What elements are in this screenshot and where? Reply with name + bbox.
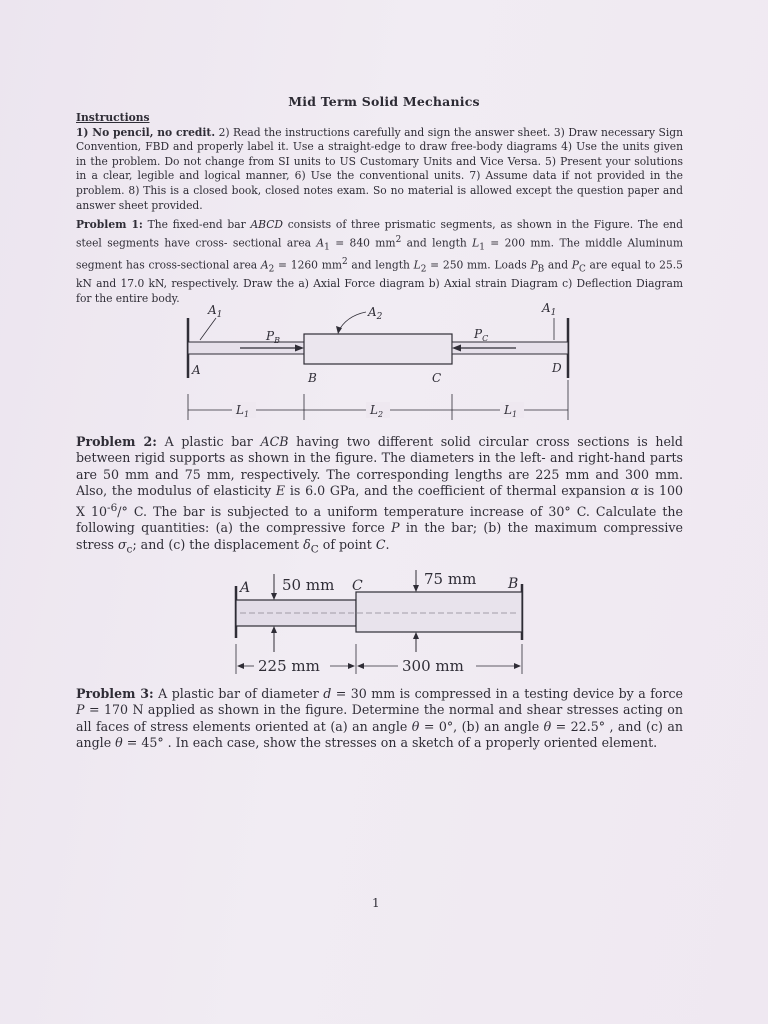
problem3-label: Problem 3: xyxy=(76,686,154,701)
dim-l2: $L_2$ xyxy=(370,403,384,419)
problem1-text: Problem 1: The fixed-end bar ABCD consists of three prismatic segments, as shown in the Figure. The end steel segments have cross- sectional area $A_1 = 840$ $mm^2$ and length $L_1 = 200$ mm. The middle Aluminum segment has cross-sectional area $A_2 = 1260$ $mm^2$ and length $L_2 = 250$ mm. Loads $P_B$ and $P_C$ are equal to 25.5 kN and 17.0 kN, respectively. Draw the a) Axial Force diagram b) Axial strain Diagram c) Deflection Diagram for the entire body. xyxy=(76,218,684,305)
label-a2: $A_2$ xyxy=(368,305,383,322)
dia-right-bottom-arrow xyxy=(413,632,419,639)
problem3-text: Problem 3: A plastic bar of diameter d = 30 mm is compressed in a testing device by a force P = 170 N applied as shown in the figure. Determine the normal and shear stresses acting on all faces of stress elements oriented at (a) an angle θ = 0°, (b) an angle θ = 22.5° , and (c) an angle θ = 45° . In each case, show the stresses on a sketch of a properly oriented element. xyxy=(76,686,683,751)
len-left-label: 225 mm xyxy=(258,657,320,675)
a1-left-leader xyxy=(200,318,216,340)
label-c: C xyxy=(352,578,363,594)
label-a1-right: $A_1$ xyxy=(542,301,557,318)
dim-l1-right: $L_1$ xyxy=(504,403,518,419)
label-b: B xyxy=(508,576,519,592)
problem1-label: Problem 1: xyxy=(76,218,143,231)
label-pc: $P_C$ xyxy=(474,327,489,343)
dia-left-top-arrow xyxy=(271,593,277,600)
problem2-label: Problem 2: xyxy=(76,434,157,449)
instruction-no-pencil: 1) No pencil, no credit. xyxy=(76,125,216,139)
segment-bc xyxy=(304,334,452,364)
label-b: B xyxy=(308,371,317,385)
problem2-figure xyxy=(226,566,536,680)
dia-left-bottom-arrow xyxy=(271,626,277,633)
a2-leader xyxy=(338,312,366,332)
label-a: A xyxy=(240,580,251,596)
bar-right-part xyxy=(356,592,522,632)
dia-right-top-arrow xyxy=(413,585,419,592)
instructions-section xyxy=(76,111,683,213)
label-a1-left: $A_1$ xyxy=(208,303,223,320)
label-c: C xyxy=(432,371,442,385)
dim-l1-left: $L_1$ xyxy=(236,403,250,419)
instructions-text: 2) Read the instructions carefully and sign the answer sheet. 3) Draw necessary Sign Convention, FBD and properly label it. Use a straight-edge to draw free-body diagrams 4) Use the units given in the problem. Do not change from SI units to US Customary Units and Vice Versa. 5) Present your solutions in a clear, legible and logical manner, 6) Use the conventional units. 7) Assume data if not provided in the problem. 8) This is a closed book, closed notes exam. So no material is allowed except the question paper and answer sheet provided. xyxy=(76,125,683,212)
document-title: Mid Term Solid Mechanics xyxy=(288,94,480,109)
len-right-label: 300 mm xyxy=(402,657,464,675)
label-d: D xyxy=(552,361,562,375)
label-a: A xyxy=(192,363,201,377)
problem2-text: Problem 2: A plastic bar ACB having two different solid circular cross sections is held between rigid supports as shown in the figure. The diameters in the left- and right-hand parts are 50 mm and 75 mm, respectively. The corresponding lengths are 225 mm and 300 mm. Also, the modulus of elasticity E is 6.0 GPa, and the coefficient of thermal expansion α is 100 X $10^{-6}/^\circ$ C. The bar is subjected to a uniform temperature increase of 30° C. Calculate the following quantities: (a) the compressive force P in the bar; (b) the maximum compressive stress $\sigma_c$; and (c) the displacement $\delta_C$ of point C. xyxy=(76,434,683,556)
page-number: 1 xyxy=(372,896,380,910)
instructions-heading: Instructions xyxy=(76,111,150,124)
dia-right-label: 75 mm xyxy=(424,570,477,588)
dia-left-label: 50 mm xyxy=(282,576,335,594)
label-pb: $P_B$ xyxy=(266,329,280,345)
problem1-figure xyxy=(170,296,590,436)
